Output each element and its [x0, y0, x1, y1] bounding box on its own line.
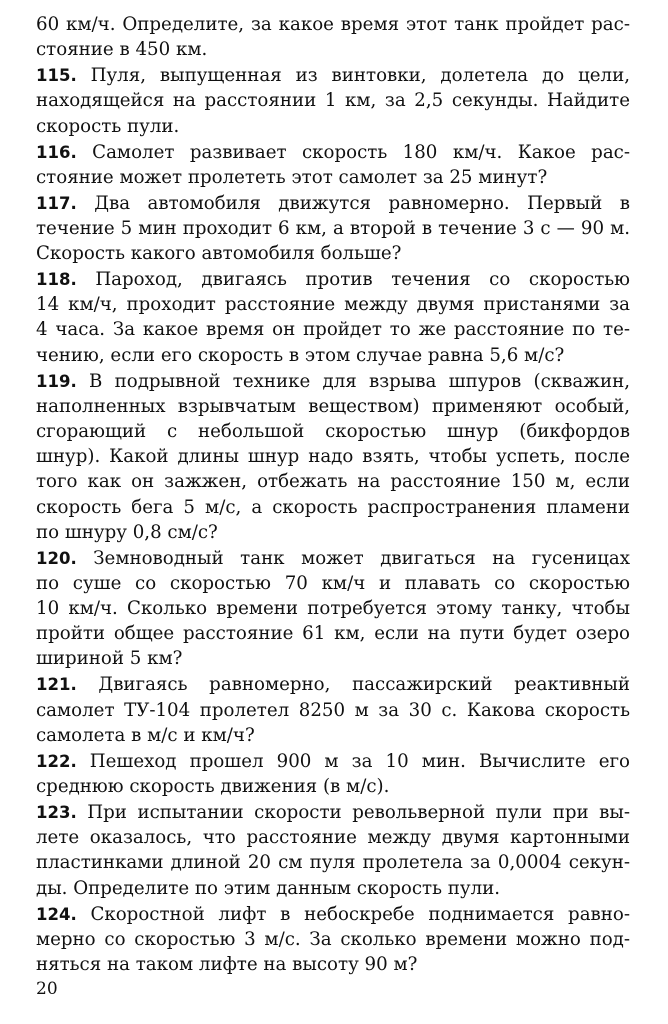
text-line: находящейся на расстоянии 1 км, за 2,5 секунды. Найдите — [36, 90, 630, 112]
text-line: ды. Определите по этим данным скорость пули. — [36, 877, 501, 899]
text-line: того как он зажжен, отбежать на расстояние 150 м, если — [36, 471, 630, 493]
text-line — [36, 902, 630, 927]
problem-number: 119. — [36, 371, 77, 391]
line-text: Скоростной лифт в небоскребе поднимается равно- — [76, 903, 630, 925]
text-line: пластинками длиной 20 см пуля пролетела за 0,0004 секун- — [36, 852, 630, 874]
text-line — [36, 749, 630, 774]
text-line — [36, 672, 630, 697]
line-text: Два автомобиля движутся равномерно. Первый в — [76, 192, 630, 214]
page-number: 20 — [36, 979, 58, 999]
line-text: В подрывной технике для взрыва шпуров (скважин, — [76, 370, 630, 392]
problem-120 — [36, 546, 630, 672]
text-line: Скорость какого автомобиля больше? — [36, 243, 402, 265]
problem-117 — [36, 191, 630, 267]
text-line: по шнуру 0,8 см/с? — [36, 521, 218, 543]
problem-number: 121. — [36, 675, 77, 695]
text-line: самолета в м/с и км/ч? — [36, 724, 255, 746]
text-line: наполненных взрывчатым веществом) применяют особый, — [36, 395, 630, 417]
problem-number: 120. — [36, 548, 77, 568]
text-line: сгорающий с небольшой скоростью шнур (бикфордов — [36, 420, 630, 442]
text-line: скорость пули. — [36, 115, 180, 137]
problem-119 — [36, 369, 630, 545]
line-text: Двигаясь равномерно, пассажирский реактивный — [76, 674, 630, 696]
text-line — [36, 63, 630, 88]
line-text: Земноводный танк может двигаться на гусеницах — [76, 547, 630, 569]
line-text: Пешеход прошел 900 м за 10 мин. Вычислите его — [76, 750, 630, 772]
text-line: среднюю скорость движения (в м/с). — [36, 776, 390, 797]
text-line: 14 км/ч, проходит расстояние между двумя пристанями за — [36, 294, 630, 316]
text-line: скорость бега 5 м/с, а скорость распространения пламени — [36, 496, 630, 518]
problem-number: 122. — [36, 751, 77, 771]
text-line: 60 км/ч. Определите, за какое время этот танк пройдет рас- — [36, 14, 630, 35]
problem-123 — [36, 800, 630, 901]
problem-number: 118. — [36, 270, 77, 290]
text-line: мерно со скоростью 3 м/с. За сколько времени можно под- — [36, 928, 630, 950]
problem-115 — [36, 63, 630, 139]
page-content — [36, 12, 630, 978]
text-line — [36, 800, 630, 825]
text-line: стояние может пролететь этот самолет за 25 минут? — [36, 166, 548, 188]
text-line: 10 км/ч. Сколько времени потребуется этому танку, чтобы — [36, 598, 630, 620]
problem-number: 124. — [36, 904, 77, 924]
text-line: шириной 5 км? — [36, 648, 183, 670]
problem-number: 123. — [36, 802, 77, 822]
problem-121 — [36, 672, 630, 748]
problem-118 — [36, 267, 630, 368]
text-line — [36, 546, 630, 571]
line-text: Пароход, двигаясь против течения со скоростью — [76, 269, 630, 291]
problem-124 — [36, 902, 630, 978]
problem-number: 117. — [36, 193, 77, 213]
text-line — [36, 191, 630, 216]
line-text: Самолет развивает скорость 180 км/ч. Какое рас- — [76, 141, 630, 163]
text-line: 4 часа. За какое время он пройдет то же расстояние по те- — [36, 319, 630, 341]
text-line: няться на таком лифте на высоту 90 м? — [36, 953, 418, 975]
text-line: чению, если его скорость в этом случае равна 5,6 м/с? — [36, 344, 565, 366]
text-line: по суше со скоростью 70 км/ч и плавать со скоростью — [36, 572, 630, 594]
problem-number: 115. — [36, 66, 77, 86]
problem-continuation — [36, 12, 630, 62]
line-text: При испытании скорости револьверной пули при вы- — [76, 801, 630, 823]
text-line: самолет ТУ-104 пролетел 8250 м за 30 с. Какова скорость — [36, 699, 630, 721]
text-line: стояние в 450 км. — [36, 39, 208, 61]
problem-122 — [36, 749, 630, 799]
problem-number: 116. — [36, 142, 77, 162]
line-text: Пуля, выпущенная из винтовки, долетела до цели, — [76, 65, 630, 87]
text-line — [36, 369, 630, 394]
text-line: шнур). Какой длины шнур надо взять, чтобы успеть, после — [36, 446, 630, 468]
text-line — [36, 140, 630, 165]
problem-116 — [36, 140, 630, 190]
text-line: пройти общее расстояние 61 км, если на пути будет озеро — [36, 623, 630, 645]
text-line — [36, 267, 630, 292]
text-line: течение 5 мин проходит 6 км, а второй в течение 3 с — 90 м. — [36, 217, 630, 239]
text-line: лете оказалось, что расстояние между двумя картонными — [36, 827, 630, 849]
